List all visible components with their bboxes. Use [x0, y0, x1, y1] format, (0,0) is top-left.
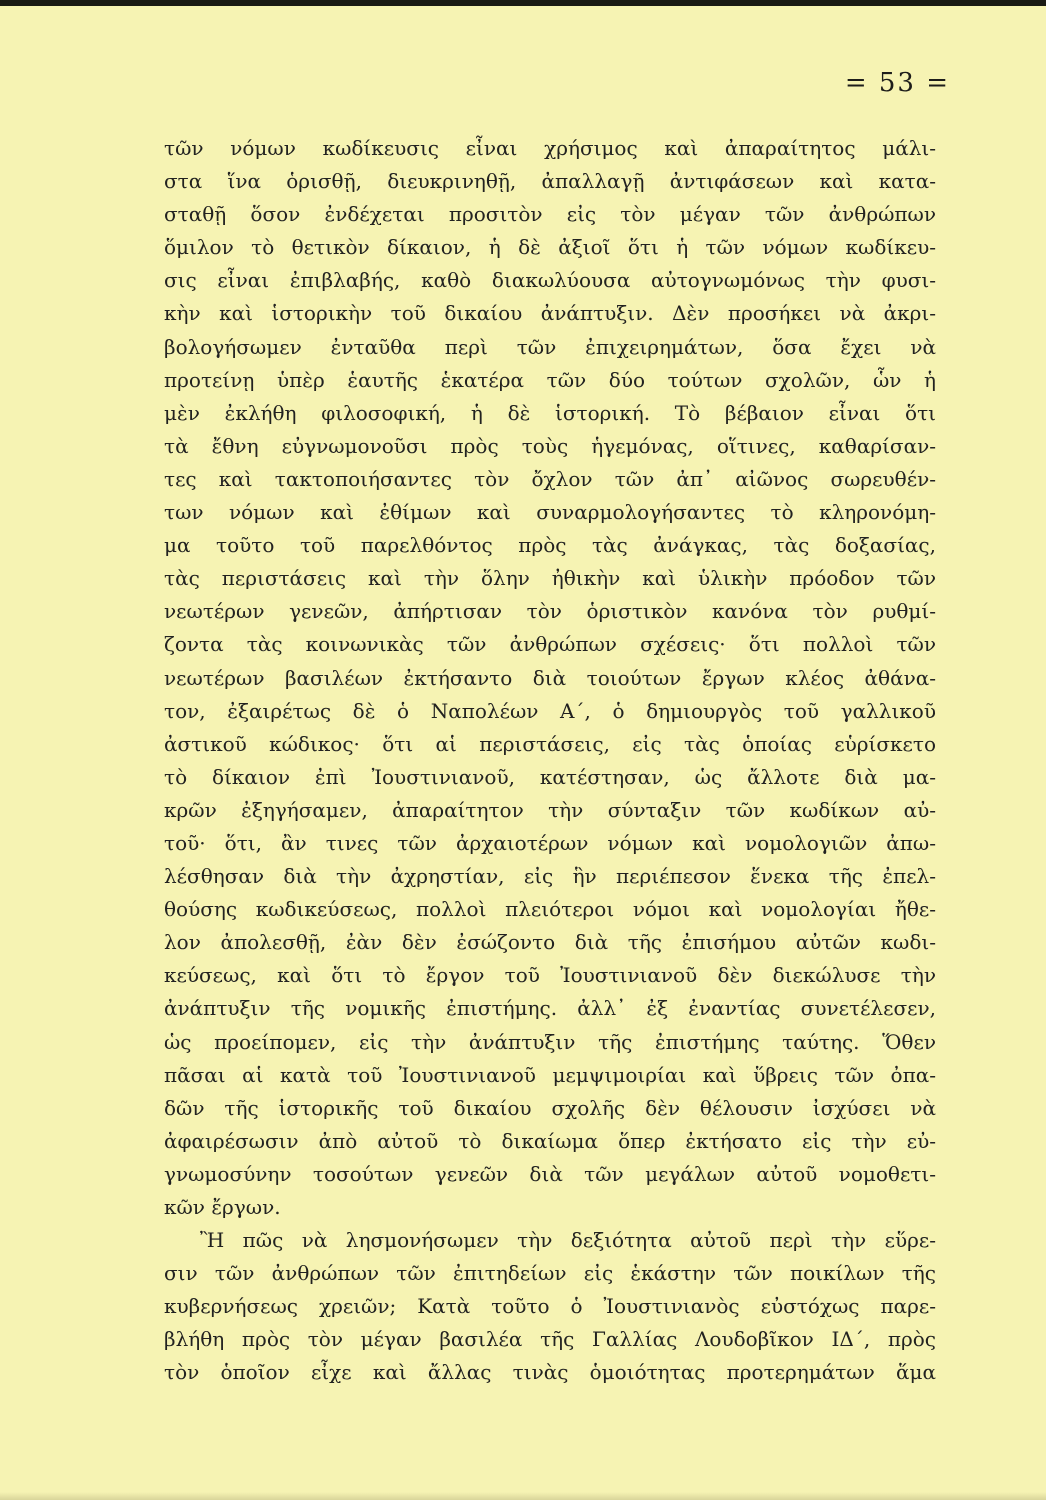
text-line: σις εἶναι ἐπιβλαβής, καθὸ διακωλύουσα αὐτογνωμόνως τὴν φυσι- [164, 268, 936, 293]
text-line: ἀνάπτυξιν τῆς νομικῆς ἐπιστήμης. ἀλλ᾽ ἐξ ἐναντίας συνετέλεσεν, [164, 996, 936, 1021]
text-line: μα τοῦτο τοῦ παρελθόντος πρὸς τὰς ἀνάγκας, τὰς δοξασίας, [164, 533, 936, 558]
text-line: στα ἵνα ὁρισθῇ, διευκρινηθῇ, ἀπαλλαγῇ ἀντιφάσεων καὶ κατα- [164, 169, 936, 194]
page-bottom-edge [0, 1492, 1046, 1500]
text-line: ἀστικοῦ κώδικος· ὅτι αἱ περιστάσεις, εἰς τὰς ὁποίας εὑρίσκετο [164, 731, 936, 756]
text-line: γνωμοσύνην τοσούτων γενεῶν διὰ τῶν μεγάλων αὐτοῦ νομοθετι- [164, 1161, 936, 1186]
text-line: βολογήσωμεν ἐνταῦθα περὶ τῶν ἐπιχειρημάτων, ὅσα ἔχει νὰ [164, 334, 936, 359]
text-line: δῶν τῆς ἱστορικῆς τοῦ δικαίου σχολῆς δὲν θέλουσιν ἰσχύσει νὰ [164, 1095, 936, 1120]
text-line: μὲν ἐκλήθη φιλοσοφική, ἡ δὲ ἱστορική. Τὸ βέβαιον εἶναι ὅτι [164, 400, 936, 425]
text-line: κρῶν ἐξηγήσαμεν, ἀπαραίτητον τὴν σύνταξιν τῶν κωδίκων αὐ- [164, 797, 936, 822]
text-line: σιν τῶν ἀνθρώπων τῶν ἐπιτηδείων εἰς ἑκάστην τῶν ποικίλων τῆς [164, 1261, 936, 1286]
paragraph [164, 1224, 936, 1389]
text-line: τον, ἐξαιρέτως δὲ ὁ Ναπολέων Α΄, ὁ δημιουργὸς τοῦ γαλλικοῦ [164, 698, 936, 723]
text-line: προτείνῃ ὑπὲρ ἑαυτῆς ἑκατέρα τῶν δύο τούτων σχολῶν, ὧν ἡ [164, 367, 936, 392]
text-line: ὡς προείπομεν, εἰς τὴν ἀνάπτυξιν τῆς ἐπιστήμης ταύτης. Ὅθεν [164, 1029, 936, 1054]
text-line: σταθῇ ὅσον ἐνδέχεται προσιτὸν εἰς τὸν μέγαν τῶν ἀνθρώπων [164, 202, 936, 227]
text-line: τῶν νόμων κωδίκευσις εἶναι χρήσιμος καὶ ἀπαραίτητος μάλι- [164, 136, 936, 160]
text-line: τὰ ἔθνη εὐγνωμονοῦσι πρὸς τοὺς ἡγεμόνας, οἵτινες, καθαρίσαν- [164, 433, 936, 458]
text-line: λον ἀπολεσθῇ, ἐὰν δὲν ἐσώζοντο διὰ τῆς ἐπισήμου αὐτῶν κωδι- [164, 930, 936, 955]
paragraph [164, 132, 936, 1224]
text-line: νεωτέρων βασιλέων ἐκτήσαντο διὰ τοιούτων ἔργων κλέος ἀθάνα- [164, 665, 936, 690]
text-line: κυβερνήσεως χρειῶν; Κατὰ τοῦτο ὁ Ἰουστινιανὸς εὐστόχως παρε- [164, 1294, 936, 1319]
text-line: νεωτέρων γενεῶν, ἀπήρτισαν τὸν ὁριστικὸν κανόνα τὸν ρυθμί- [164, 599, 936, 624]
text-line: τὸν ὁποῖον εἶχε καὶ ἄλλας τινὰς ὁμοιότητας προτερημάτων ἅμα [164, 1360, 936, 1385]
text-line: κὴν καὶ ἱστορικὴν τοῦ δικαίου ἀνάπτυξιν. Δὲν προσήκει νὰ ἀκρι- [164, 301, 936, 326]
text-line: τὸ δίκαιον ἐπὶ Ἰουστινιανοῦ, κατέστησαν, ὡς ἄλλοτε διὰ μα- [164, 764, 936, 789]
text-line: Ἢ πῶς νὰ λησμονήσωμεν τὴν δεξιότητα αὐτοῦ περὶ τὴν εὕρε- [200, 1228, 936, 1253]
text-line: ὅμιλον τὸ θετικὸν δίκαιον, ἡ δὲ ἀξιοῖ ὅτι ἡ τῶν νόμων κωδίκευ- [164, 235, 936, 260]
text-line: κεύσεως, καὶ ὅτι τὸ ἔργον τοῦ Ἰουστινιανοῦ δὲν διεκώλυσε τὴν [164, 963, 936, 988]
text-line: κῶν ἔργων. [164, 1195, 281, 1219]
text-line: ζοντα τὰς κοινωνικὰς τῶν ἀνθρώπων σχέσεις· ὅτι πολλοὶ τῶν [164, 632, 936, 657]
page-number: = 53 = [844, 68, 950, 98]
text-line: τὰς περιστάσεις καὶ τὴν ὅλην ἠθικὴν καὶ ὑλικὴν πρόοδον τῶν [164, 566, 936, 591]
text-line: θούσης κωδικεύσεως, πολλοὶ πλειότεροι νόμοι καὶ νομολογίαι ἤθε- [164, 897, 936, 922]
text-line: τες καὶ τακτοποιήσαντες τὸν ὄχλον τῶν ἀπ᾽ αἰῶνος σωρευθέν- [164, 466, 936, 491]
text-line: πᾶσαι αἱ κατὰ τοῦ Ἰουστινιανοῦ μεμψιμοιρίαι καὶ ὕβρεις τῶν ὀπα- [164, 1062, 936, 1087]
text-line: των νόμων καὶ ἐθίμων καὶ συναρμολογήσαντες τὸ κληρονόμη- [164, 500, 936, 525]
text-line: ἀφαιρέσωσιν ἀπὸ αὐτοῦ τὸ δικαίωμα ὅπερ ἐκτήσατο εἰς τὴν εὐ- [164, 1128, 936, 1153]
body-text [164, 132, 936, 1390]
text-line: βλήθη πρὸς τὸν μέγαν βασιλέα τῆς Γαλλίας Λουδοβῖκον ΙΔ΄, πρὸς [164, 1327, 936, 1352]
text-line: λέσθησαν διὰ τὴν ἀχρηστίαν, εἰς ἣν περιέπεσον ἕνεκα τῆς ἐπελ- [164, 864, 936, 889]
text-line: τοῦ· ὅτι, ἂν τινες τῶν ἀρχαιοτέρων νόμων καὶ νομολογιῶν ἀπω- [164, 830, 936, 855]
